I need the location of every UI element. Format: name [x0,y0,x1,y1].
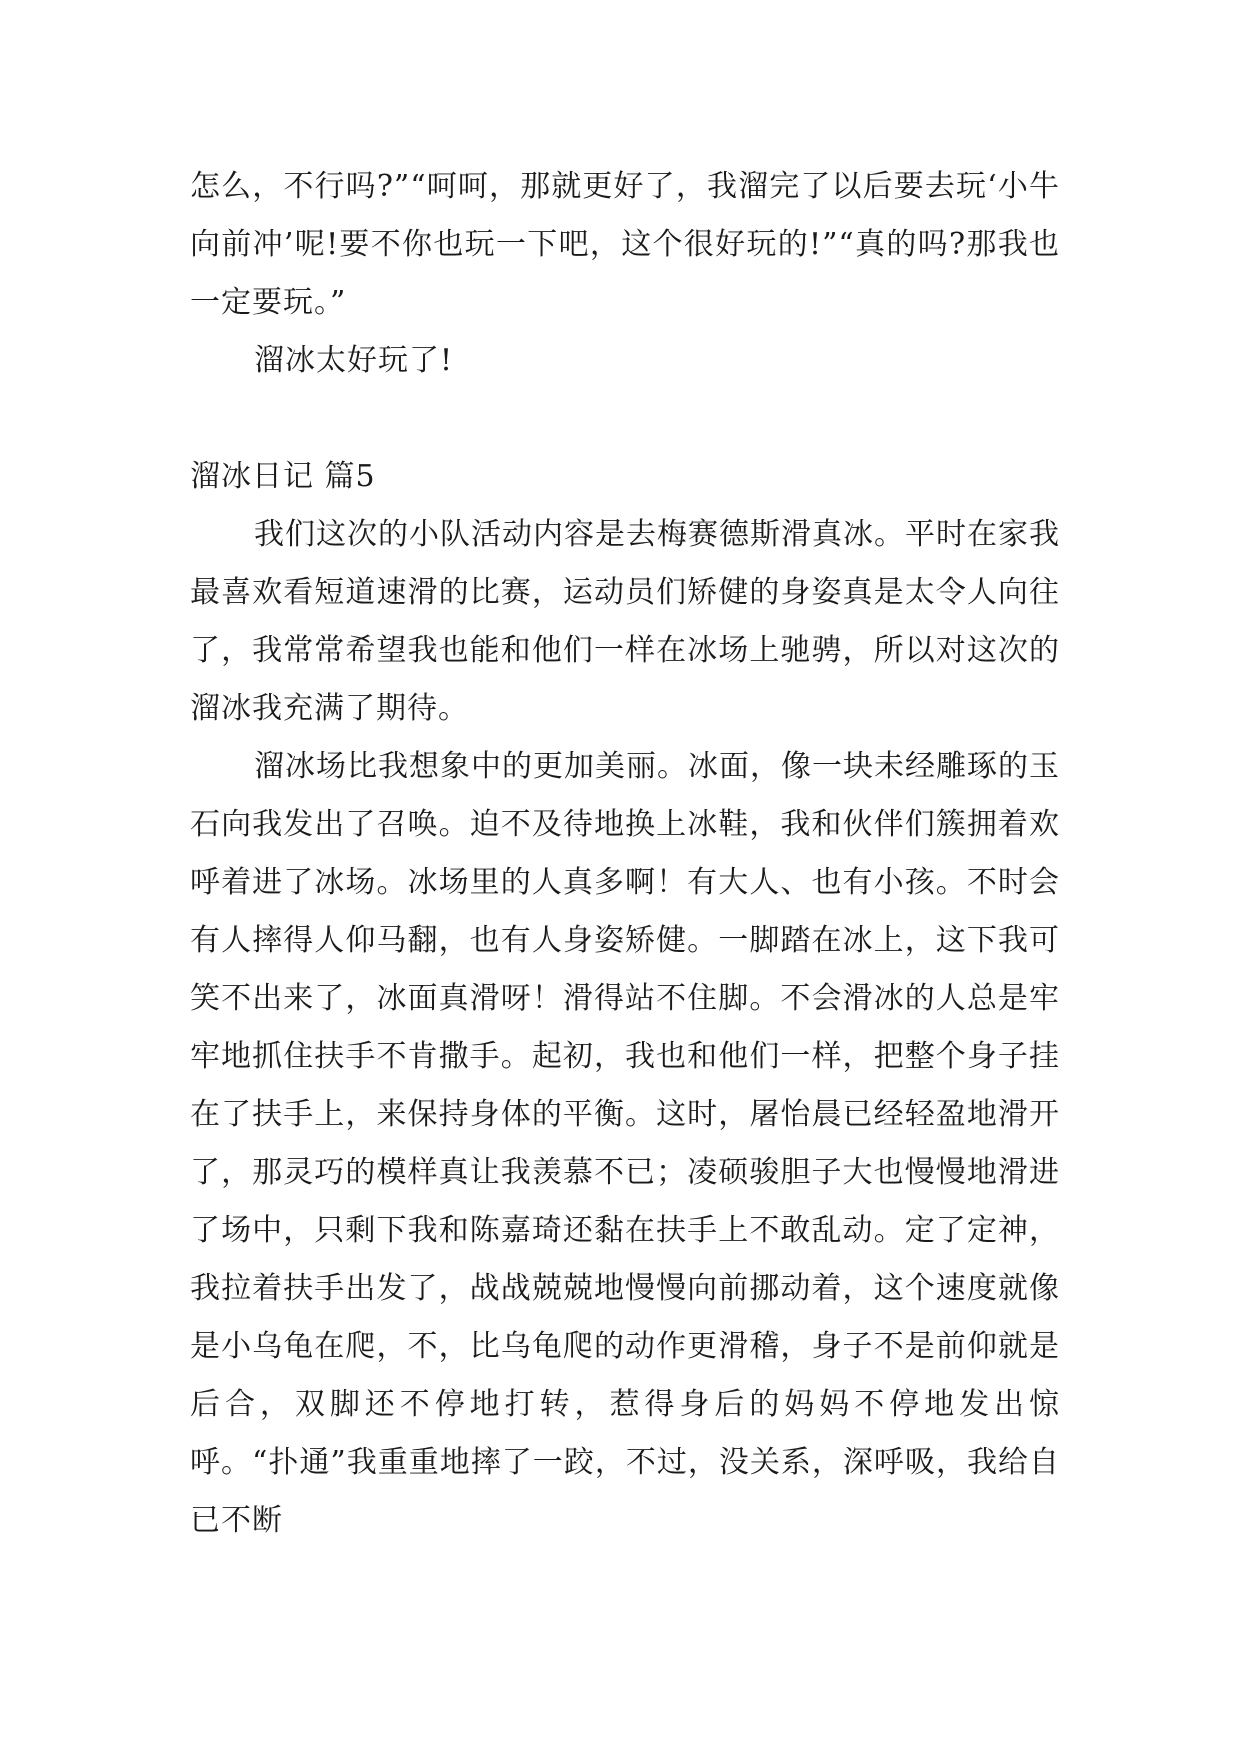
paragraph-body: 溜冰场比我想象中的更加美丽。冰面，像一块未经雕琢的玉石向我发出了召唤。迫不及待地换上冰鞋，我和伙伴们簇拥着欢呼着进了冰场。冰场里的人真多啊！有大人、也有小孩。不时会有人摔得人仰马翻，也有人身姿矫健。一脚踏在冰上，这下我可笑不出来了，冰面真滑呀！滑得站不住脚。不会滑冰的人总是牢牢地抓住扶手不肯撒手。起初，我也和他们一样，把整个身子挂在了扶手上，来保持身体的平衡。这时，屠怡晨已经轻盈地滑开了，那灵巧的模样真让我羡慕不已；凌硕骏胆子大也慢慢地滑进了场中，只剩下我和陈嘉琦还黏在扶手上不敢乱动。定了定神，我拉着扶手出发了，战战兢兢地慢慢向前挪动着，这个速度就像是小乌龟在爬，不，比乌龟爬的动作更滑稽，身子不是前仰就是后合，双脚还不停地打转，惹得身后的妈妈不停地发出惊呼。“扑通”我重重地摔了一跤，不过，没关系，深呼吸，我给自已不断 [190,749,1060,1538]
section-title: 溜冰日记 篇5 [190,459,376,494]
document-body [190,158,1060,1550]
paragraph-closing: 溜冰太好玩了! [254,343,454,378]
paragraph-continuation: 怎么，不行吗?”“呵呵，那就更好了，我溜完了以后要去玩‘小牛向前冲’呢!要不你也玩一下吧，这个很好玩的!”“真的吗?那我也一定要玩。” [190,169,1060,320]
paragraph-intro: 我们这次的小队活动内容是去梅赛德斯滑真冰。平时在家我最喜欢看短道速滑的比赛，运动员们矫健的身姿真是太令人向往了，我常常希望我也能和他们一样在冰场上驰骋，所以对这次的溜冰我充满了期待。 [190,517,1060,726]
